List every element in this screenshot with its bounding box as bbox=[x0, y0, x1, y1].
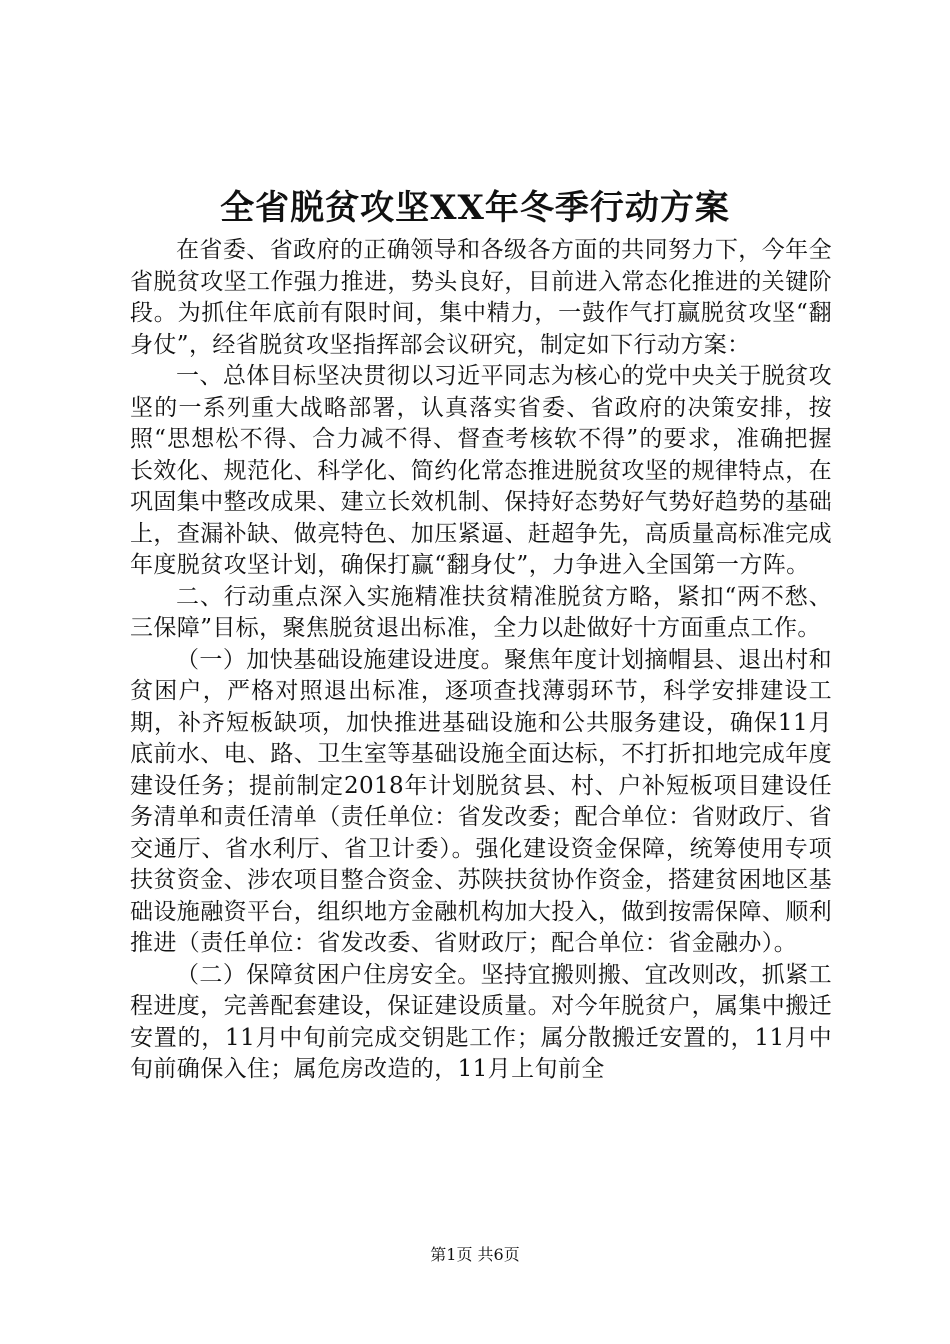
section-one-paragraph: 一、总体目标坚决贯彻以习近平同志为核心的党中央关于脱贫攻坚的一系列重大战略部署，认真落实省委、省政府的决策安排，按照“思想松不得、合力减不得、督查考核软不得”的要求，准确把握长效化、规范化、科学化、简约化常态推进脱贫攻坚的规律特点，在巩固集中整改成果、建立长效机制、保持好态势好气势好趋势的基础上，查漏补缺、做亮特色、加压紧逼、赶超争先，高质量高标准完成年度脱贫攻坚计划，确保打赢“翻身仗”，力争进入全国第一方阵。 bbox=[130, 363, 832, 578]
intro-paragraph: 在省委、省政府的正确领导和各级各方面的共同努力下，今年全省脱贫攻坚工作强力推进，势头良好，目前进入常态化推进的关键阶段。为抓住年底前有限时间，集中精力，一鼓作气打赢脱贫攻坚“翻身仗”，经省脱贫攻坚指挥部会议研究，制定如下行动方案： bbox=[130, 237, 832, 358]
item-two-paragraph: （二）保障贫困户住房安全。坚持宜搬则搬、宜改则改，抓紧工程进度，完善配套建设，保证建设质量。对今年脱贫户，属集中搬迁安置的，11月中旬前完成交钥匙工作；属分散搬迁安置的，11月中旬前确保入住；属危房改造的，11月上旬前全 bbox=[130, 961, 832, 1082]
document-title: 全省脱贫攻坚XX年冬季行动方案 bbox=[220, 188, 730, 228]
document-body bbox=[130, 235, 832, 1086]
page-number-footer: 第1页 共6页 bbox=[430, 1245, 520, 1264]
section-two-paragraph: 二、行动重点深入实施精准扶贫精准脱贫方略，紧扣“两不愁、三保障”目标，聚焦脱贫退出标准，全力以赴做好十方面重点工作。 bbox=[130, 583, 832, 641]
item-one-paragraph: （一）加快基础设施建设进度。聚焦年度计划摘帽县、退出村和贫困户，严格对照退出标准，逐项查找薄弱环节，科学安排建设工期，补齐短板缺项，加快推进基础设施和公共服务建设，确保11月底前水、电、路、卫生室等基础设施全面达标，不打折扣地完成年度建设任务；提前制定2018年计划脱贫县、村、户补短板项目建设任务清单和责任清单（责任单位：省发改委；配合单位：省财政厅、省交通厅、省水利厅、省卫计委）。强化建设资金保障，统筹使用专项扶贫资金、涉农项目整合资金、苏陕扶贫协作资金，搭建贫困地区基础设施融资平台，组织地方金融机构加大投入，做到按需保障、顺利推进（责任单位：省发改委、省财政厅；配合单位：省金融办）。 bbox=[130, 646, 832, 956]
